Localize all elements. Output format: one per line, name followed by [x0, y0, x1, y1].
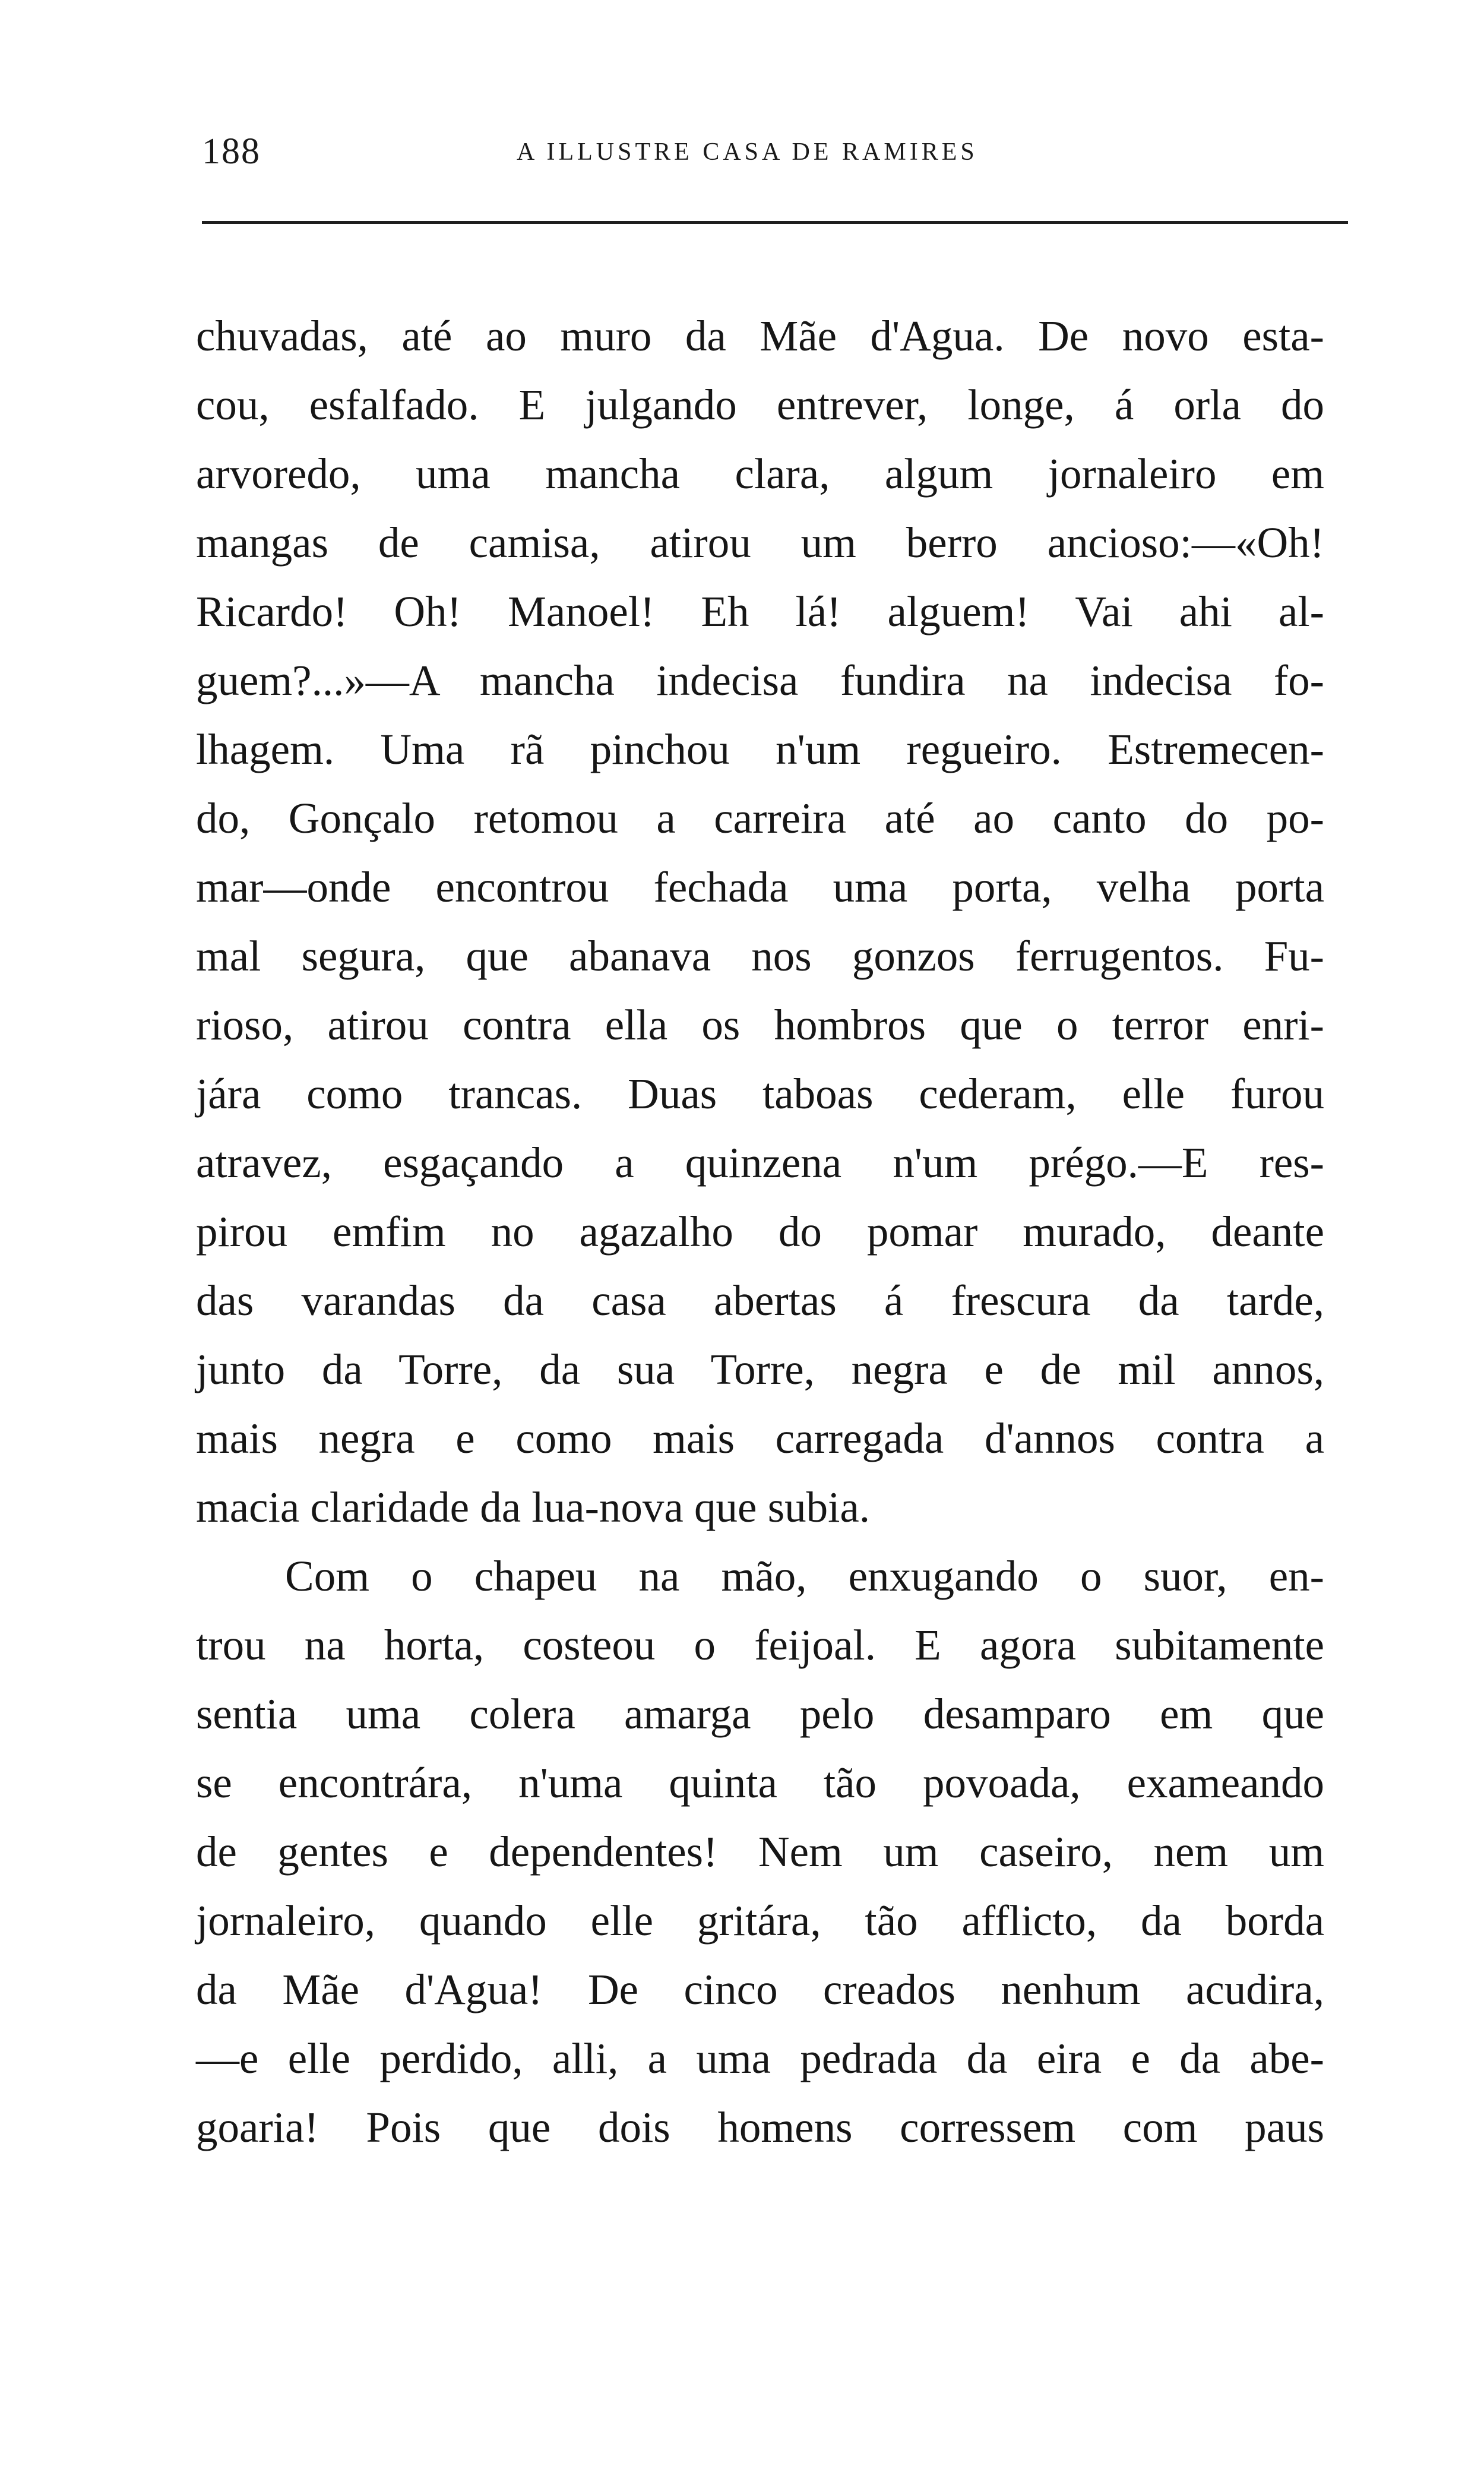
text-line: rioso, atirou contra ella os hombros que o terror enri- — [196, 1001, 1324, 1049]
text-line: Ricardo! Oh! Manoel! Eh lá! alguem! Vai ahi al- — [196, 587, 1324, 636]
text-line: da Mãe d'Agua! De cinco creados nenhum acudira, — [196, 1965, 1324, 2013]
text-line: lhagem. Uma rã pinchou n'um regueiro. Estremecen- — [196, 725, 1324, 773]
text-line: jára como trancas. Duas taboas cederam, elle furou — [196, 1070, 1324, 1118]
text-line: mar—onde encontrou fechada uma porta, velha porta — [196, 863, 1324, 911]
text-line: das varandas da casa abertas á frescura da tarde, — [196, 1276, 1324, 1325]
body-text — [196, 302, 1324, 2162]
text-line: mangas de camisa, atirou um berro ancioso:—«Oh! — [196, 519, 1324, 567]
text-line: trou na horta, costeou o feijoal. E agora subitamente — [196, 1621, 1324, 1669]
text-line: junto da Torre, da sua Torre, negra e de mil annos, — [196, 1345, 1324, 1393]
text-line: guem?...»—A mancha indecisa fundira na indecisa fo- — [196, 656, 1324, 704]
text-line: mal segura, que abanava nos gonzos ferrugentos. Fu- — [196, 932, 1324, 980]
text-line: atravez, esgaçando a quinzena n'um prégo.—E res- — [196, 1139, 1324, 1187]
text-line: cou, esfalfado. E julgando entrever, longe, á orla do — [196, 381, 1324, 429]
page-number: 188 — [202, 131, 261, 172]
text-line: pirou emfim no agazalho do pomar murado, deante — [196, 1208, 1324, 1256]
running-head — [202, 131, 1342, 178]
paragraph-first-line: Com o chapeu na mão, enxugando o suor, en- — [285, 1552, 1324, 1600]
text-line: se encontrára, n'uma quinta tão povoada, exameando — [196, 1759, 1324, 1807]
text-line: —e elle perdido, alli, a uma pedrada da eira e da abe- — [196, 2034, 1324, 2082]
paragraph-end-line: macia claridade da lua-nova que subia. — [196, 1483, 871, 1531]
text-line: do, Gonçalo retomou a carreira até ao canto do po- — [196, 794, 1324, 842]
text-line: arvoredo, uma mancha clara, algum jornaleiro em — [196, 450, 1324, 498]
text-line: jornaleiro, quando elle gritára, tão afflicto, da borda — [196, 1896, 1324, 1945]
header-rule — [202, 221, 1348, 224]
text-line: mais negra e como mais carregada d'annos contra a — [196, 1414, 1324, 1462]
running-title: A ILLUSTRE CASA DE RAMIRES — [517, 138, 978, 166]
text-line: sentia uma colera amarga pelo desamparo em que — [196, 1690, 1324, 1738]
text-line: goaria! Pois que dois homens corressem com paus — [196, 2103, 1324, 2151]
text-line: de gentes e dependentes! Nem um caseiro, nem um — [196, 1828, 1324, 1876]
text-line: chuvadas, até ao muro da Mãe d'Agua. De novo esta- — [196, 312, 1324, 360]
